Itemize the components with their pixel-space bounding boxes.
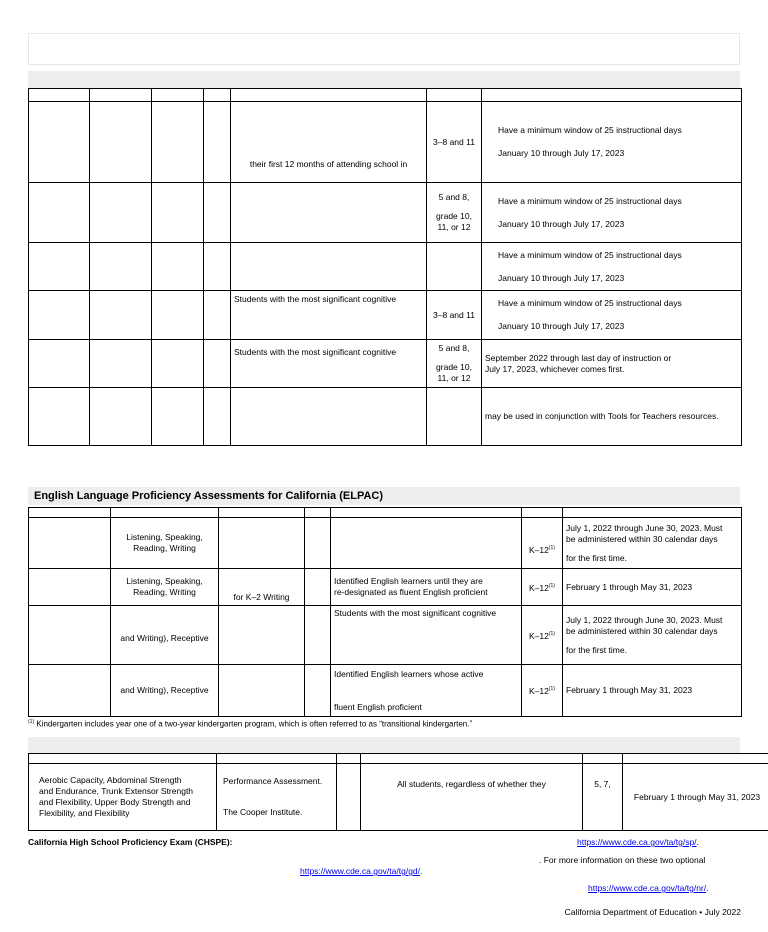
window-line: January 10 through July 17, 2023 (498, 218, 625, 229)
grades-cell: 5, 7, (583, 764, 623, 831)
grades-cell (427, 183, 482, 243)
population-cell (231, 183, 427, 243)
population-cell: their first 12 months of attending school in (231, 102, 427, 183)
pft-table (28, 753, 768, 831)
domains-cell (111, 518, 219, 569)
grades-text: K–12 (529, 630, 549, 641)
population-cell (231, 243, 427, 291)
page-header-box (28, 33, 740, 65)
population-line: Identified English learners whose active (334, 668, 484, 679)
grades-line: 5 and 8, (438, 343, 470, 353)
window-cell (482, 102, 742, 183)
domains-line: Listening, Speaking, (126, 532, 203, 542)
mode-cell (219, 518, 305, 569)
window-line: be administered within 30 calendar days (566, 533, 718, 544)
caaspp-header-row (29, 89, 742, 102)
population-cell: All students, regardless of whether they (361, 764, 583, 831)
gd-link[interactable]: https://www.cde.ca.gov/ta/tg/gd/ (300, 866, 421, 876)
grades-line: 5 and 8, (438, 192, 470, 202)
grades-cell (522, 606, 563, 665)
grades-cell (522, 518, 563, 569)
footnote-marker: (1) (548, 582, 555, 589)
footnote-marker: (1) (548, 545, 555, 552)
window-line: July 1, 2022 through June 30, 2023. Must (566, 614, 723, 625)
table-row (29, 291, 742, 340)
population-cell: Students with the most significant cognitive (231, 340, 427, 388)
domains-cell (111, 569, 219, 606)
footnote-marker: (1) (28, 719, 35, 725)
table-row (29, 243, 742, 291)
nr-period: . (706, 883, 709, 893)
gd-link-line (300, 866, 422, 876)
domains-line: Listening, Speaking, (126, 576, 203, 586)
grades-cell (427, 388, 482, 446)
caaspp-table (28, 88, 742, 446)
grades-cell (427, 340, 482, 388)
window-line: for the first time. (566, 644, 627, 655)
sp-link-line (577, 837, 699, 847)
grades-cell (427, 243, 482, 291)
window-cell: February 1 through May 31, 2023 (623, 764, 768, 831)
grades-cell: 3–8 and 11 (427, 102, 482, 183)
chspe-label: California High School Proficiency Exam (CHSPE): (28, 837, 233, 847)
elpac-section-title: English Language Proficiency Assessments for California (ELPAC) (28, 487, 740, 505)
sp-period: . (696, 837, 699, 847)
sp-link[interactable]: https://www.cde.ca.gov/ta/tg/sp/ (577, 837, 697, 847)
footnote-marker: (1) (548, 630, 555, 637)
window-cell (482, 183, 742, 243)
window-line: Have a minimum window of 25 instructional days (498, 195, 682, 206)
window-line: January 10 through July 17, 2023 (498, 148, 625, 158)
grades-text: K–12 (529, 685, 549, 696)
window-line: January 10 through July 17, 2023 (498, 272, 625, 283)
window-line: Have a minimum window of 25 instructional days (498, 125, 682, 135)
more-info-text: . For more information on these two optional (539, 855, 706, 865)
window-cell (482, 243, 742, 291)
mode-line: The Cooper Institute. (223, 807, 303, 817)
grades-line: 11, or 12 (437, 222, 471, 232)
window-cell (482, 291, 742, 340)
nr-link[interactable]: https://www.cde.ca.gov/ta/tg/nr/ (588, 883, 707, 893)
window-cell (482, 340, 742, 388)
fitness-areas-line: Flexibility, and Flexibility (39, 808, 130, 818)
grades-cell (522, 665, 563, 717)
domains-line: Reading, Writing (133, 587, 196, 597)
footnote-marker: (1) (548, 686, 555, 693)
table-row (29, 340, 742, 388)
nr-link-line (588, 883, 709, 893)
window-line: be administered within 30 calendar days (566, 625, 718, 636)
table-row (29, 388, 742, 446)
population-line: Identified English learners until they are (334, 576, 483, 586)
grades-text: K–12 (529, 545, 549, 555)
population-cell (231, 388, 427, 446)
domains-line: Reading, Writing (133, 543, 196, 553)
population-line: fluent English proficient (334, 701, 422, 712)
grades-cell: 3–8 and 11 (427, 291, 482, 340)
footnote-text: Kindergarten includes year one of a two-year kindergarten program, which is often referred to as “transitional kindergarten.” (36, 719, 473, 729)
window-line: for the first time. (566, 552, 627, 563)
fitness-areas-line: and Endurance, Trunk Extensor Strength (39, 786, 194, 796)
population-cell (331, 665, 522, 717)
window-cell: may be used in conjunction with Tools for Teachers resources. (482, 388, 742, 446)
domains-cell: and Writing), Receptive (111, 606, 219, 665)
footnote (28, 719, 740, 729)
pft-header-band (28, 737, 740, 753)
mode-cell (217, 764, 337, 831)
population-cell (331, 518, 522, 569)
fitness-areas-line: and Flexibility, Upper Body Strength and (39, 797, 191, 807)
window-line: July 17, 2023, whichever comes first. (485, 363, 625, 374)
elpac-table (28, 507, 742, 717)
page-footer: California Department of Education • July 2022 (564, 907, 741, 917)
window-cell (563, 606, 742, 665)
gd-period: . (420, 866, 423, 876)
mode-cell: for K–2 Writing (219, 569, 305, 606)
grades-line: grade 10, (436, 211, 472, 221)
grades-cell (522, 569, 563, 606)
elpac-header-row (29, 508, 742, 518)
fitness-areas-cell (29, 764, 217, 831)
table-row (29, 569, 742, 606)
population-cell: Students with the most significant cognitive (331, 606, 522, 665)
window-cell (563, 518, 742, 569)
table-row (29, 102, 742, 183)
window-line: January 10 through July 17, 2023 (498, 321, 625, 331)
grades-line: grade 10, (436, 362, 472, 372)
window-line: July 1, 2022 through June 30, 2023. Must (566, 522, 723, 533)
pft-header-row (29, 754, 768, 764)
table-row (29, 183, 742, 243)
window-line: Have a minimum window of 25 instructional days (498, 298, 682, 308)
fitness-areas-line: Aerobic Capacity, Abdominal Strength (39, 775, 182, 785)
mode-line: Performance Assessment. (223, 776, 323, 786)
population-line: re-designated as fluent English proficient (334, 587, 488, 597)
table-row (29, 518, 742, 569)
window-cell: February 1 through May 31, 2023 (563, 569, 742, 606)
window-line: September 2022 through last day of instruction or (485, 352, 672, 363)
window-line: Have a minimum window of 25 instructional days (498, 249, 682, 260)
population-cell: Students with the most significant cognitive (231, 291, 427, 340)
table-row (29, 665, 742, 717)
domains-cell: and Writing), Receptive (111, 665, 219, 717)
table-row (29, 764, 768, 831)
table-row (29, 606, 742, 665)
window-cell: February 1 through May 31, 2023 (563, 665, 742, 717)
grades-text: K–12 (529, 582, 549, 593)
population-cell (331, 569, 522, 606)
grades-line: 11, or 12 (437, 373, 471, 383)
caaspp-header-band (28, 71, 740, 88)
